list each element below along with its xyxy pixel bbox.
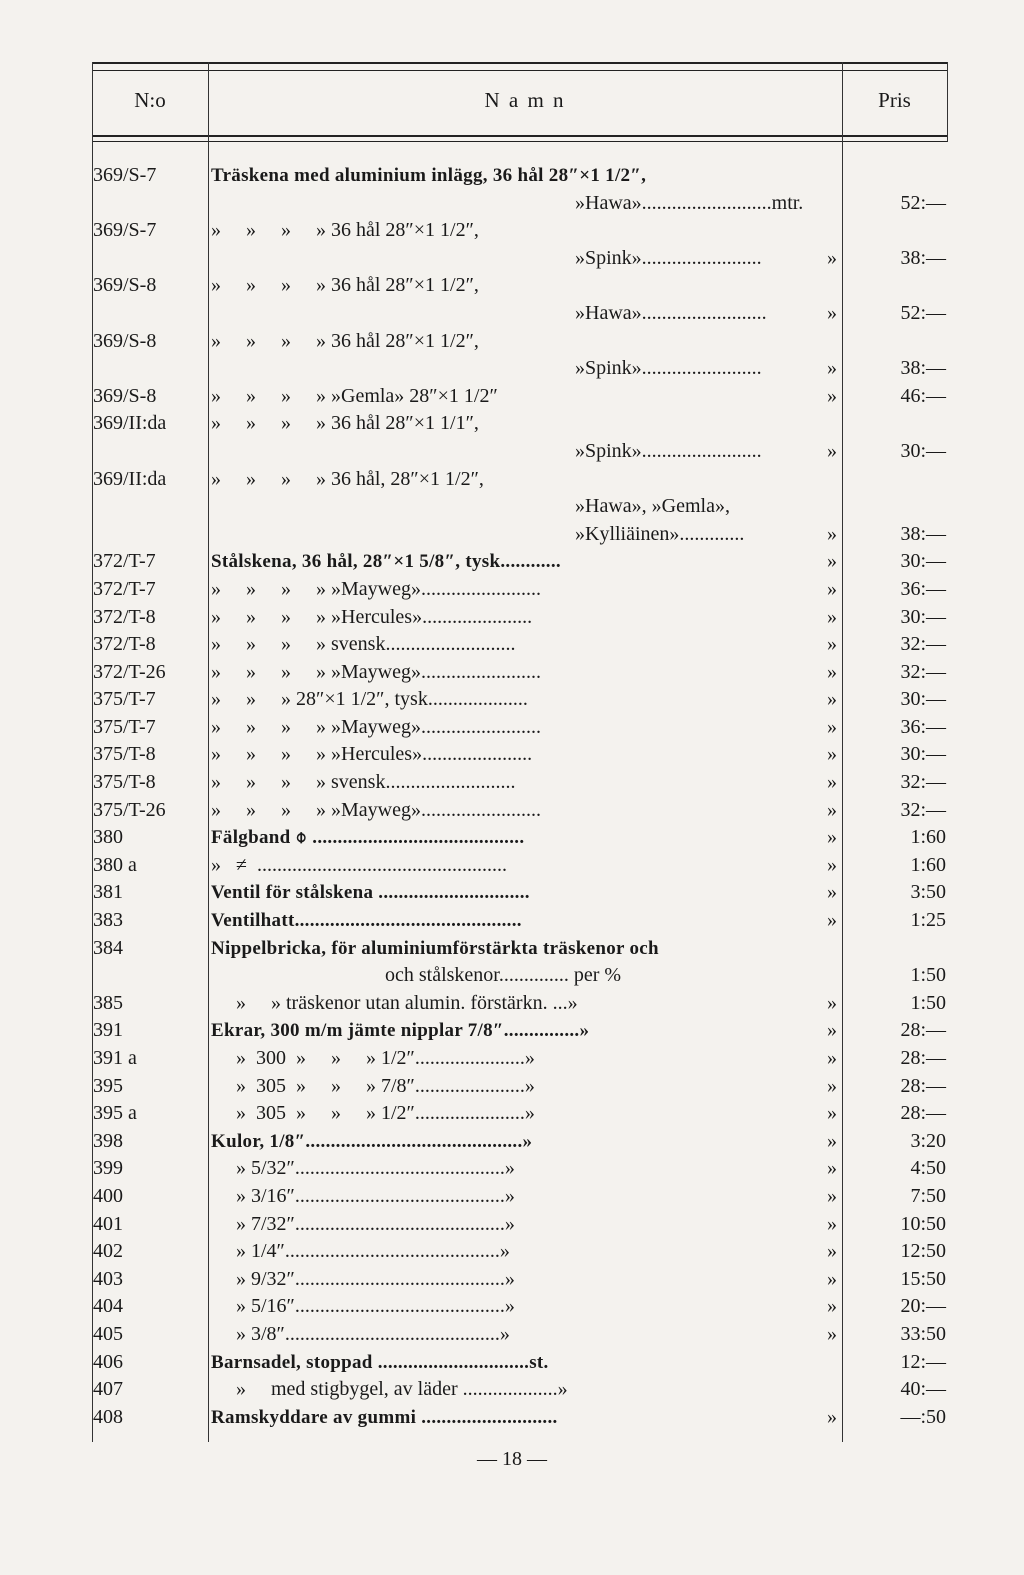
- table-row: [90, 1349, 950, 1377]
- item-name: » » » » svensk..........................: [211, 633, 516, 656]
- item-name: » 305 » » » 1/2″......................»: [211, 1102, 535, 1125]
- item-price: 38:—: [900, 357, 946, 380]
- item-number: 375/T-26: [93, 798, 166, 821]
- item-number: 375/T-8: [93, 771, 156, 794]
- item-name: » » » » »Mayweg»........................: [211, 715, 541, 738]
- item-price: 15:50: [900, 1267, 946, 1290]
- item-price: 40:—: [900, 1378, 946, 1401]
- item-name: » med stigbygel, av läder ...................»: [211, 1378, 568, 1401]
- item-number: 369/S-7: [93, 164, 157, 186]
- item-name: » » » 28″×1 1/2″, tysk....................: [211, 688, 528, 711]
- item-name: Fälgband ⌽ ..........................................: [211, 827, 525, 849]
- item-name: Nippelbricka, för aluminiumförstärkta träskenor och: [211, 937, 659, 959]
- item-unit: »: [827, 1184, 837, 1207]
- item-unit: »: [827, 1212, 837, 1235]
- item-name: » » » » 36 hål 28″×1 1/2″,: [211, 219, 479, 242]
- item-number: 375/T-7: [93, 715, 156, 738]
- item-price: 10:50: [900, 1212, 946, 1235]
- item-unit: »: [827, 881, 837, 904]
- header-name: N a m n: [484, 88, 566, 112]
- table-row: [90, 355, 950, 383]
- item-name: » 5/32″..........................................»: [211, 1157, 515, 1180]
- item-price: 1:60: [910, 853, 946, 876]
- item-number: 372/T-8: [93, 605, 156, 628]
- item-price: 36:—: [900, 715, 946, 738]
- item-number: 407: [93, 1378, 123, 1401]
- top-rule: [92, 62, 948, 64]
- item-number: 403: [93, 1267, 123, 1290]
- header-price: Pris: [878, 88, 911, 112]
- top-rule-inner: [92, 70, 948, 71]
- item-name: » » » » »Mayweg»........................: [211, 660, 541, 683]
- item-name: »Spink»........................: [575, 246, 762, 269]
- item-name: » 5/16″..........................................»: [211, 1295, 515, 1318]
- item-number: 369/S-8: [93, 384, 157, 407]
- item-price: 30:—: [900, 439, 946, 462]
- item-price: 36:—: [900, 577, 946, 600]
- item-number: 380 a: [93, 853, 137, 876]
- item-name: Ekrar, 300 m/m jämte nipplar 7/8″...............»: [211, 1020, 590, 1042]
- item-number: 391 a: [93, 1047, 137, 1069]
- item-number: 385: [93, 991, 123, 1014]
- item-unit: »: [827, 1074, 837, 1097]
- item-price: 38:—: [900, 522, 946, 545]
- table-row: [90, 879, 950, 907]
- table-row: [90, 1017, 950, 1045]
- table-row: [90, 1266, 950, 1294]
- item-name: »Hawa», »Gemla»,: [575, 495, 730, 518]
- item-price: 28:—: [900, 1102, 946, 1125]
- table-row: [90, 1100, 950, 1128]
- table-row: [90, 300, 950, 328]
- header-rule-inner: [92, 141, 948, 142]
- item-price: 30:—: [900, 605, 946, 628]
- item-unit: »: [827, 715, 837, 738]
- table-row: [90, 1073, 950, 1101]
- item-price: —:50: [900, 1405, 946, 1428]
- table-row: [90, 631, 950, 659]
- item-price: 30:—: [900, 688, 946, 711]
- item-price: 12:50: [900, 1240, 946, 1263]
- item-unit: »: [827, 384, 837, 407]
- item-price: 46:—: [900, 384, 946, 407]
- table-row: [90, 1045, 950, 1073]
- table-row: [90, 328, 950, 356]
- item-name: »Spink»........................: [575, 357, 762, 380]
- item-unit: »: [827, 1240, 837, 1263]
- table-row: [90, 659, 950, 687]
- item-number: 369/II:da: [93, 467, 167, 490]
- item-number: 369/S-8: [93, 274, 157, 297]
- item-unit: »: [827, 1102, 837, 1125]
- item-name: » 3/16″..........................................»: [211, 1184, 515, 1207]
- item-unit: »: [827, 1295, 837, 1318]
- item-name: » 1/4″...........................................»: [211, 1240, 510, 1263]
- item-price: 1:25: [910, 909, 946, 932]
- table-row: [90, 1404, 950, 1432]
- item-price: 1:50: [910, 964, 946, 987]
- item-name: Kulor, 1/8″...........................................»: [211, 1130, 533, 1152]
- table-row: [90, 907, 950, 935]
- table-row: [90, 1155, 950, 1183]
- item-price: 3:50: [910, 881, 946, 904]
- table-row: [90, 1376, 950, 1404]
- table-row: [90, 1128, 950, 1156]
- table-row: [90, 190, 950, 218]
- item-unit: »: [827, 301, 837, 324]
- table-row: [90, 1321, 950, 1349]
- item-name: » » » » 36 hål, 28″×1 1/2″,: [211, 467, 484, 490]
- item-number: 395 a: [93, 1102, 137, 1125]
- item-unit: »: [827, 1322, 837, 1345]
- item-name: » » » » »Mayweg»........................: [211, 798, 541, 821]
- item-price: 30:—: [900, 550, 946, 573]
- table-row: [90, 604, 950, 632]
- item-number: 405: [93, 1322, 123, 1345]
- table-row: [90, 438, 950, 466]
- item-unit: »: [827, 991, 837, 1014]
- table-row: [90, 466, 950, 494]
- item-number: 391: [93, 1019, 123, 1042]
- table-row: [90, 797, 950, 825]
- item-unit: »: [827, 357, 837, 380]
- item-unit: »: [827, 1047, 837, 1069]
- item-name: Stålskena, 36 hål, 28″×1 5/8″, tysk............: [211, 551, 561, 573]
- item-name: Träskena med aluminium inlägg, 36 hål 28″×1 1/2″,: [211, 165, 647, 186]
- item-name: » » » » 36 hål 28″×1 1/2″,: [211, 329, 479, 352]
- item-number: 381: [93, 881, 123, 904]
- item-unit: »: [827, 577, 837, 600]
- table-row: [90, 576, 950, 604]
- item-number: 372/T-26: [93, 660, 166, 683]
- item-number: 369/S-8: [93, 329, 157, 352]
- item-unit: »: [827, 798, 837, 821]
- table-row: [90, 272, 950, 300]
- item-price: 12:—: [900, 1350, 946, 1373]
- item-name: » 9/32″..........................................»: [211, 1267, 515, 1290]
- table-row: [90, 548, 950, 576]
- item-unit: »: [827, 550, 837, 573]
- item-unit: »: [827, 909, 837, 932]
- item-number: 401: [93, 1212, 123, 1235]
- item-number: 398: [93, 1129, 123, 1152]
- table-row: [90, 410, 950, 438]
- item-price: 1:60: [910, 826, 946, 849]
- item-name: » ≠ ..................................................: [211, 853, 507, 876]
- item-name: »Kylliäinen».............: [575, 522, 745, 545]
- table-row: [90, 1211, 950, 1239]
- item-name: »Hawa».........................: [575, 301, 767, 324]
- table-row: [90, 769, 950, 797]
- item-number: 380: [93, 826, 123, 849]
- table-row: [90, 686, 950, 714]
- item-number: 372/T-7: [93, 577, 156, 600]
- item-price: 32:—: [900, 633, 946, 656]
- item-number: 375/T-8: [93, 743, 156, 766]
- table-row: [90, 852, 950, 880]
- item-number: 402: [93, 1240, 123, 1263]
- item-price: 52:—: [900, 301, 946, 324]
- table-row: [90, 162, 950, 190]
- item-price: 38:—: [900, 246, 946, 269]
- table-row: [90, 521, 950, 549]
- table-row: [90, 741, 950, 769]
- table-row: [90, 1238, 950, 1266]
- item-unit: »: [827, 1129, 837, 1152]
- table-row: [90, 217, 950, 245]
- table-row: [90, 714, 950, 742]
- item-name: » » träskenor utan alumin. förstärkn. ...»: [211, 991, 578, 1014]
- column-rule-right: [947, 62, 948, 142]
- item-number: 372/T-7: [93, 550, 156, 573]
- item-unit: »: [827, 633, 837, 656]
- item-number: 406: [93, 1350, 123, 1373]
- header-rule: [92, 135, 948, 137]
- item-unit: »: [827, 246, 837, 269]
- item-number: 399: [93, 1157, 123, 1180]
- item-unit: »: [827, 1157, 837, 1180]
- item-number: 369/II:da: [93, 412, 167, 435]
- item-price: 20:—: [900, 1295, 946, 1318]
- item-price: 4:50: [910, 1157, 946, 1180]
- item-name: Ventilhatt.............................................: [211, 910, 522, 932]
- item-unit: »: [827, 826, 837, 849]
- item-number: 404: [93, 1295, 123, 1318]
- item-unit: »: [827, 771, 837, 794]
- item-price: 1:50: [910, 991, 946, 1014]
- item-name: och stålskenor.............. per %: [385, 964, 622, 987]
- item-price: 32:—: [900, 798, 946, 821]
- table-row: [90, 935, 950, 963]
- item-price: 28:—: [900, 1047, 946, 1069]
- item-unit: »: [827, 1405, 837, 1428]
- item-name: » 3/8″...........................................»: [211, 1322, 510, 1345]
- item-unit: »: [827, 743, 837, 766]
- item-number: 375/T-7: [93, 688, 156, 711]
- item-name: Ventil för stålskena ..............................: [211, 882, 530, 904]
- header-no: N:o: [134, 88, 166, 112]
- item-unit: »: [827, 688, 837, 711]
- item-name: » 7/32″..........................................»: [211, 1212, 515, 1235]
- item-price: 28:—: [900, 1074, 946, 1097]
- item-price: 32:—: [900, 660, 946, 683]
- item-number: 400: [93, 1184, 123, 1207]
- item-price: 7:50: [910, 1184, 946, 1207]
- item-unit: »: [827, 853, 837, 876]
- item-name: »Hawa»..........................mtr.: [575, 191, 804, 214]
- item-price: 3:20: [910, 1129, 946, 1152]
- item-name: Ramskyddare av gummi ...........................: [211, 1406, 558, 1428]
- item-name: » » » » 36 hål 28″×1 1/2″,: [211, 274, 479, 297]
- item-name: » 305 » » » 7/8″......................»: [211, 1074, 535, 1097]
- table-row: [90, 1183, 950, 1211]
- item-number: 408: [93, 1405, 123, 1428]
- item-name: » 300 » » » 1/2″......................»: [211, 1047, 535, 1069]
- table-row: [90, 824, 950, 852]
- item-unit: »: [827, 605, 837, 628]
- item-name: » » » » svensk..........................: [211, 771, 516, 794]
- item-name: » » » » »Mayweg»........................: [211, 577, 541, 600]
- item-number: 369/S-7: [93, 219, 157, 242]
- item-name: »Spink»........................: [575, 439, 762, 462]
- item-price: 28:—: [900, 1019, 946, 1042]
- item-number: 372/T-8: [93, 633, 156, 656]
- item-unit: »: [827, 439, 837, 462]
- item-unit: »: [827, 660, 837, 683]
- item-name: » » » » 36 hål 28″×1 1/1″,: [211, 412, 479, 435]
- item-name: » » » » »Hercules»......................: [211, 743, 533, 766]
- item-name: » » » » »Hercules»......................: [211, 605, 533, 628]
- item-name: Barnsadel, stoppad ..............................st.: [211, 1351, 549, 1373]
- table-row: [90, 962, 950, 990]
- item-unit: »: [827, 522, 837, 545]
- price-table: [90, 162, 950, 1431]
- item-price: 52:—: [900, 191, 946, 214]
- table-row: [90, 1293, 950, 1321]
- item-number: 383: [93, 909, 123, 932]
- item-name: » » » » »Gemla» 28″×1 1/2″: [211, 384, 498, 407]
- item-price: 33:50: [900, 1322, 946, 1345]
- item-unit: »: [827, 1019, 837, 1042]
- item-price: 30:—: [900, 743, 946, 766]
- item-number: 395: [93, 1074, 123, 1097]
- table-row: [90, 990, 950, 1018]
- page-number: — 18 —: [477, 1448, 547, 1470]
- item-unit: »: [827, 1267, 837, 1290]
- item-price: 32:—: [900, 771, 946, 794]
- table-row: [90, 493, 950, 521]
- table-row: [90, 383, 950, 411]
- item-number: 384: [93, 936, 123, 959]
- table-row: [90, 245, 950, 273]
